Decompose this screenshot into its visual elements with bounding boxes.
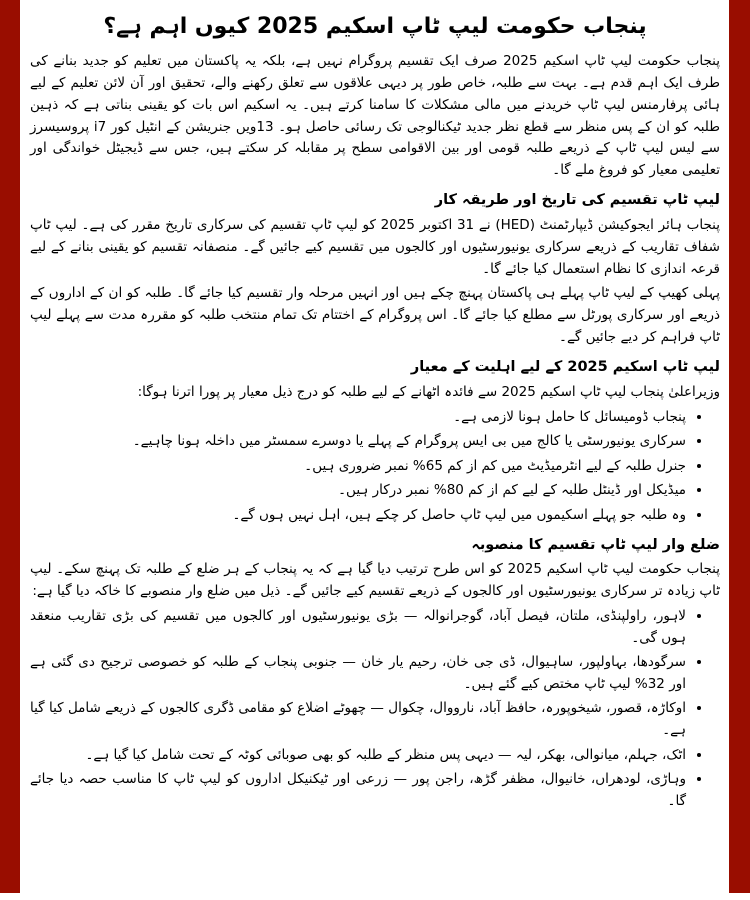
list-item: • اوکاڑہ، قصور، شیخوپورہ، حافظ آباد، نارووال، چکوال — چھوٹے اضلاع کو مقامی ڈگری کالجوں کے ذریعے شامل کیا گیا ہے۔ — [30, 698, 686, 741]
distribution-paragraph-2: پہلی کھیپ کے لیپ ٹاپ پہلے ہی پاکستان پہنچ چکے ہیں اور انہیں مرحلہ وار تقسیم کیا جائے گا۔ طلبہ کو ان کے اداروں کے ذریعے اور سرکاری پورٹل سے مطلع کیا جائے گا۔ اس پروگرام کے اختتام تک تمام منتخب طلبہ کو مقررہ مدت سے پہلے لیپ ٹاپ فراہم کر دیے جائیں گے۔ — [30, 285, 720, 346]
list-item: • لاہور، راولپنڈی، ملتان، فیصل آباد، گوجرانوالہ — بڑی یونیورسٹیوں اور کالجوں میں تقسیم کی بڑی تقاریب منعقد ہوں گی۔ — [30, 606, 686, 649]
article-content — [30, 4, 720, 816]
list-item: • وہاڑی، لودھراں، خانیوال، مظفر گڑھ، راجن پور — زرعی اور ٹیکنیکل اداروں کو لیپ ٹاپ کا مناسب حصہ دیا جائے گا۔ — [30, 769, 686, 812]
intro-paragraph: پنجاب حکومت لیپ ٹاپ اسکیم 2025 صرف ایک تقسیم پروگرام نہیں ہے، بلکہ یہ پاکستان میں تعلیم کو جدید بنانے کی طرف ایک اہم قدم ہے۔ بہت سے طلبہ، خاص طور پر دیہی علاقوں سے تعلق رکھنے والے، تحقیق اور آن لائن تعلیم کے لیے ہائی پرفارمنس لیپ ٹاپ خریدنے میں مالی مشکلات کا سامنا کرتے ہیں۔ یہ اسکیم اس بات کو یقینی بناتی ہے کہ ذہین طلبہ کو ان کے پس منظر سے قطع نظر جدید ٹیکنالوجی تک رسائی حاصل ہو۔ 13ویں جنریشن کے انٹیل کور i7 پروسیسرز سے لیس لیپ ٹاپ کے ذریعے طلبہ قومی اور بین الاقوامی سطح پر مقابلہ کر سکتے ہیں، جس سے ڈیجیٹل خواندگی اور تعلیمی معیار کو فروغ ملے گا۔ — [30, 53, 720, 179]
list-item: • میڈیکل اور ڈینٹل طلبہ کے لیے کم از کم 80% نمبر درکار ہیں۔ — [30, 480, 686, 502]
eligibility-intro: وزیراعلیٰ پنجاب لیپ ٹاپ اسکیم 2025 سے فائدہ اٹھانے کے لیے طلبہ کو درج ذیل معیار پر پورا اترنا ہوگا: — [137, 383, 720, 400]
district-list — [30, 606, 720, 812]
list-item: • پنجاب ڈومیسائل کا حامل ہونا لازمی ہے۔ — [30, 407, 686, 429]
eligibility-list — [30, 407, 720, 527]
list-item: • جنرل طلبہ کے لیے انٹرمیڈیٹ میں کم از کم 65% نمبر ضروری ہیں۔ — [30, 456, 686, 478]
page-title: پنجاب حکومت لیپ ٹاپ اسکیم 2025 کیوں اہم ہے؟ — [103, 14, 647, 39]
list-item: • سرکاری یونیورسٹی یا کالج میں بی ایس پروگرام کے پہلے یا دوسرے سمسٹر میں داخلہ ہونا چاہیے۔ — [30, 431, 686, 453]
section-heading-distribution: لیپ ٹاپ تقسیم کی تاریخ اور طریقہ کار — [434, 192, 720, 209]
section-heading-district-plan: ضلع وار لیپ ٹاپ تقسیم کا منصوبہ — [471, 536, 720, 553]
district-intro: پنجاب حکومت لیپ ٹاپ اسکیم 2025 کو اس طرح ترتیب دیا گیا ہے کہ یہ پنجاب کے ہر ضلع کے طلبہ تک پہنچ سکے۔ لیپ ٹاپ زیادہ تر سرکاری یونیورسٹیوں اور کالجوں کے ذریعے تقسیم کیے جائیں گے۔ ذیل میں ضلع وار منصوبے کا خاکہ دیا گیا ہے: — [30, 561, 721, 600]
list-item: • اٹک، جہلم، میانوالی، بھکر، لیہ — دیہی پس منظر کے طلبہ کو بھی صوبائی کوٹہ کے تحت شامل کیا گیا ہے۔ — [30, 745, 686, 767]
list-item: • وہ طلبہ جو پہلے اسکیموں میں لیپ ٹاپ حاصل کر چکے ہیں، اہل نہیں ہوں گے۔ — [30, 505, 686, 527]
list-item: • سرگودھا، بہاولپور، ساہیوال، ڈی جی خان، رحیم یار خان — جنوبی پنجاب کے طلبہ کو خصوصی ترجیح دی گئی ہے اور 32% لیپ ٹاپ مختص کیے گئے ہیں۔ — [30, 652, 686, 695]
section-heading-eligibility: لیپ ٹاپ اسکیم 2025 کے لیے اہلیت کے معیار — [410, 359, 720, 376]
distribution-paragraph-1: پنجاب ہائر ایجوکیشن ڈیپارٹمنٹ (HED) نے 31 اکتوبر 2025 کو لیپ ٹاپ تقسیم کی سرکاری تاریخ مقرر کی ہے۔ لیپ ٹاپ شفاف تقاریب کے ذریعے سرکاری یونیورسٹیوں اور کالجوں میں تقسیم کیے جائیں گے۔ منصفانہ تقسیم کو یقینی بنانے کے لیے قرعہ اندازی کا نظام استعمال کیا جائے گا۔ — [30, 216, 720, 277]
left-accent-bar — [0, 0, 20, 893]
right-accent-bar — [729, 0, 750, 893]
